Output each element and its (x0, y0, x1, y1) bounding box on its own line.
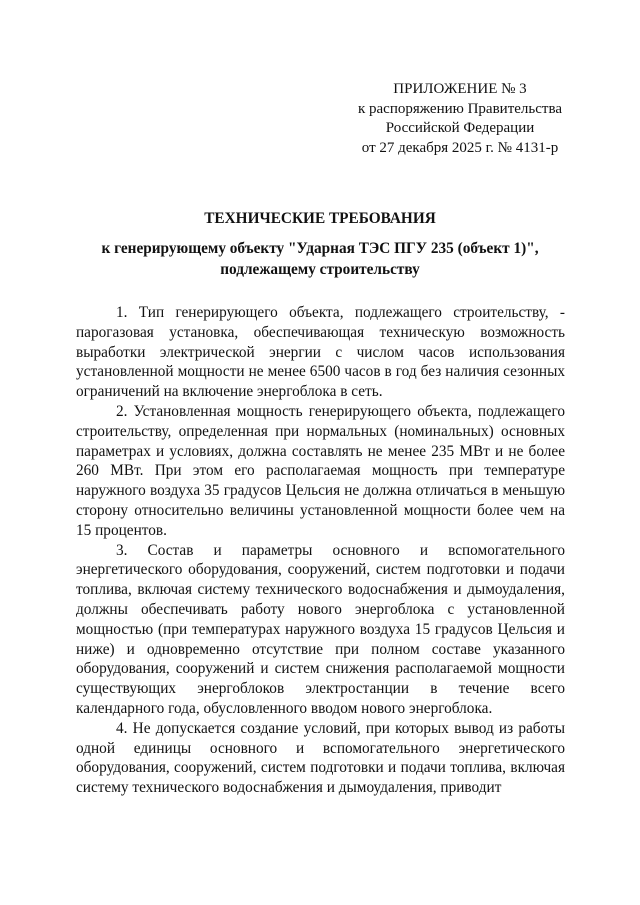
appendix-order-ref: к распоряжению Правительства (357, 100, 562, 117)
document-subtitle-line1: к генерирующему объекту "Ударная ТЭС ПГУ 235 (объект 1)", (101, 240, 539, 257)
paragraph-3: 3. Состав и параметры основного и вспомогательного энергетического оборудования, сооружений, систем подготовки и подачи топлива, включая систему технического водоснабжения и дымоудаления, должны обеспечивать работу нового энергоблока с установленной мощностью (при температурах наружного воздуха 15 градусов Цельсия и ниже) и одновременно отсутствие при полном составе указанного оборудования, сооружений и систем снижения располагаемой мощности существующих энергоблоков электростанции в течение всего календарного года, обусловленного вводом нового энергоблока. (76, 541, 565, 717)
appendix-government: Российской Федерации (385, 120, 535, 136)
document-body (76, 303, 565, 798)
document-subtitle-line2: подлежащему строительству (220, 261, 420, 278)
appendix-header (340, 80, 580, 158)
document-title-block (60, 208, 580, 280)
paragraph-2: 2. Установленная мощность генерирующего объекта, подлежащего строительству, определенная при нормальных (номинальных) основных параметрах и условиях, должна составлять не менее 235 МВт и не более 260 МВт. При этом его располагаемая мощность при температуре наружного воздуха 35 градусов Цельсия не должна отличаться в меньшую сторону относительно величины установленной мощности более чем на 15 процентов. (76, 402, 565, 539)
paragraph-1: 1. Тип генерирующего объекта, подлежащего строительству, - парогазовая установка, обеспечивающая техническую возможность выработки электрической энергии с числом часов использования установленной мощности не менее 6500 часов в год без наличия сезонных ограничений на включение энергоблока в сеть. (76, 304, 565, 401)
document-title: ТЕХНИЧЕСКИЕ ТРЕБОВАНИЯ (204, 210, 436, 227)
appendix-number: ПРИЛОЖЕНИЕ № 3 (393, 81, 527, 97)
paragraph-4: 4. Не допускается создание условий, при которых вывод из работы одной единицы основного и вспомогательного энергетического оборудования, сооружений, систем подготовки и подачи топлива, включая систему технического водоснабжения и дымоудаления, приводит (76, 719, 565, 797)
appendix-date-number: от 27 декабря 2025 г. № 4131-р (361, 139, 559, 156)
